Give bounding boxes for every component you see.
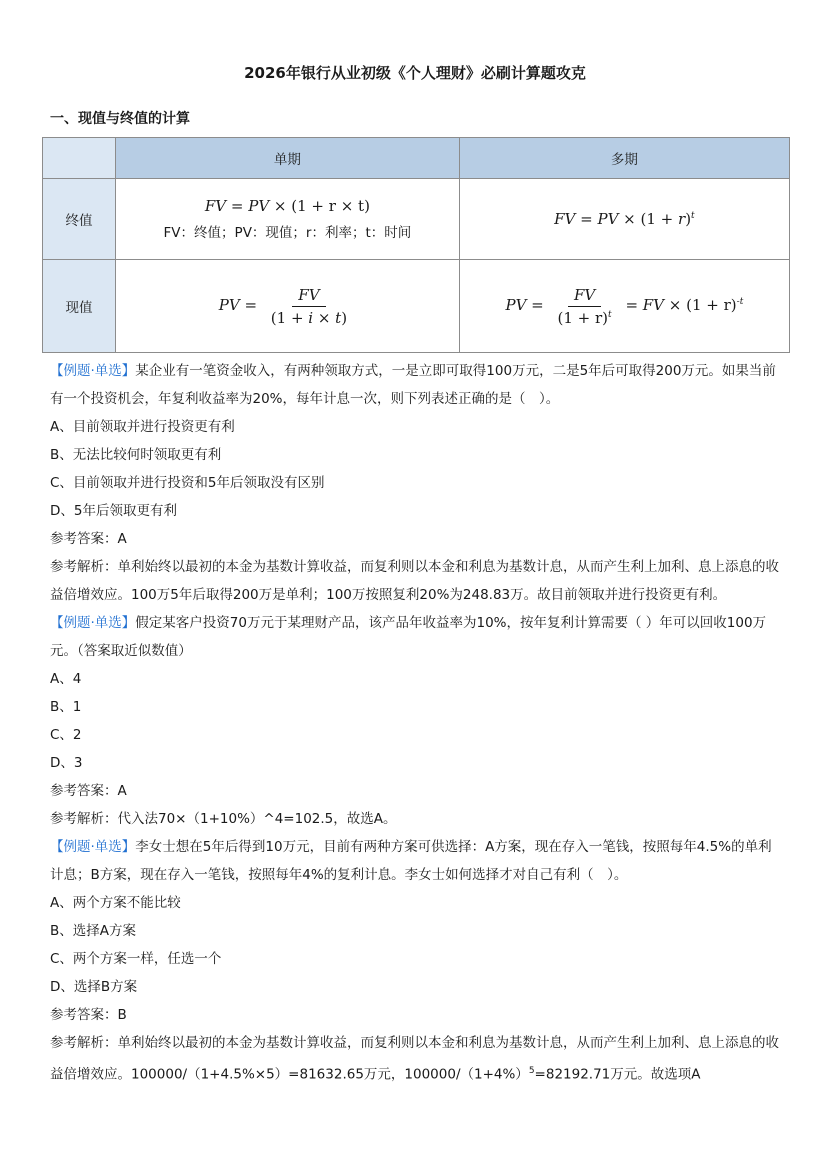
header-multi-period: 多期 — [459, 138, 789, 179]
table-corner — [43, 138, 116, 179]
question-tag: 【例题·单选】 — [50, 839, 136, 855]
fv-multi-formula-cell — [459, 179, 789, 260]
option: C、2 — [50, 727, 82, 743]
fv-variable-note: FV：终值；PV：现值；r：利率；t：时间 — [163, 225, 412, 241]
pv-multi-formula-cell — [459, 260, 789, 353]
question-3 — [50, 833, 785, 889]
document-title: 2026年银行从业初级《个人理财》必刷计算题攻克 — [244, 64, 586, 82]
pv-single-formula-cell — [116, 260, 460, 353]
question-1 — [50, 357, 785, 413]
row-head-future-value: 终值 — [43, 179, 116, 260]
option: D、3 — [50, 755, 83, 771]
question-stem: 某企业有一笔资金收入，有两种领取方式，一是立即可取得100万元，二是5年后可取得200万元。如果当前有一个投资机会，年复利收益率为20%，每年计息一次，则下列表述正确的是（ ）。 — [50, 363, 776, 407]
header-single-period: 单期 — [116, 138, 460, 179]
answer: 参考答案：B — [50, 1007, 127, 1023]
option: B、选择A方案 — [50, 923, 136, 939]
row-head-present-value: 现值 — [43, 260, 116, 353]
analysis-part-1: 参考解析：单利始终以最初的本金为基数计算收益，而复利则以本金和利息为基数计息，从而产生利上加利、息上添息的收益倍增效应。100000/（1+4.5%×5）=81632.65万元，100000/（1+4%） — [50, 1035, 779, 1083]
fv-single-formula: FV = PV × (1 + r × t) — [204, 197, 370, 215]
answer: 参考答案：A — [50, 783, 127, 799]
analysis-part-2: =82192.71万元。故选项A — [534, 1066, 701, 1083]
option: C、两个方案一样，任选一个 — [50, 951, 222, 967]
fv-multi-formula: FV = PV × $(1 + r)^t$ — [554, 210, 695, 228]
question-stem: 李女士想在5年后得到10万元，目前有两种方案可供选择：A方案，现在存入一笔钱，按照每年4.5%的单利计息；B方案，现在存入一笔钱，按照每年4%的复利计息。李女士如何选择才对自己有利（ ）。 — [50, 839, 772, 883]
question-tag: 【例题·单选】 — [50, 363, 136, 379]
option: B、1 — [50, 699, 82, 715]
section-heading: 一、现值与终值的计算 — [50, 111, 190, 127]
option: A、两个方案不能比较 — [50, 895, 181, 911]
pv-single-formula: PV = $\frac{FV}{(1 + i \times t)}$ — [218, 285, 348, 327]
option: D、选择B方案 — [50, 979, 138, 995]
option: D、5年后领取更有利 — [50, 503, 177, 519]
question-2 — [50, 609, 785, 665]
analysis: 参考解析：单利始终以最初的本金为基数计算收益，而复利则以本金和利息为基数计息，从而产生利上加利、息上添息的收益倍增效应。100万5年后取得200万是单利；100万按照复利20%为248.83万。故目前领取并进行投资更有利。 — [50, 559, 779, 603]
fv-single-formula-cell — [116, 179, 460, 260]
option: A、目前领取并进行投资更有利 — [50, 419, 235, 435]
analysis — [50, 1029, 785, 1089]
exponent: 5 — [528, 1066, 535, 1076]
formula-table — [42, 137, 790, 353]
option: B、无法比较何时领取更有利 — [50, 447, 222, 463]
option: A、4 — [50, 671, 82, 687]
question-tag: 【例题·单选】 — [50, 615, 136, 631]
option: C、目前领取并进行投资和5年后领取没有区别 — [50, 475, 325, 491]
answer: 参考答案：A — [50, 531, 127, 547]
questions — [50, 357, 785, 1089]
pv-multi-formula: PV = $\frac{FV}{(1 + r)^t}$ = FV × $(1 + r)^{-t}$ — [505, 285, 744, 327]
question-stem: 假定某客户投资70万元于某理财产品，该产品年收益率为10%，按年复利计算需要（ ）年可以回收100万元。（答案取近似数值） — [50, 615, 767, 659]
analysis: 参考解析：代入法70×（1+10%）^4=102.5，故选A。 — [50, 811, 397, 827]
